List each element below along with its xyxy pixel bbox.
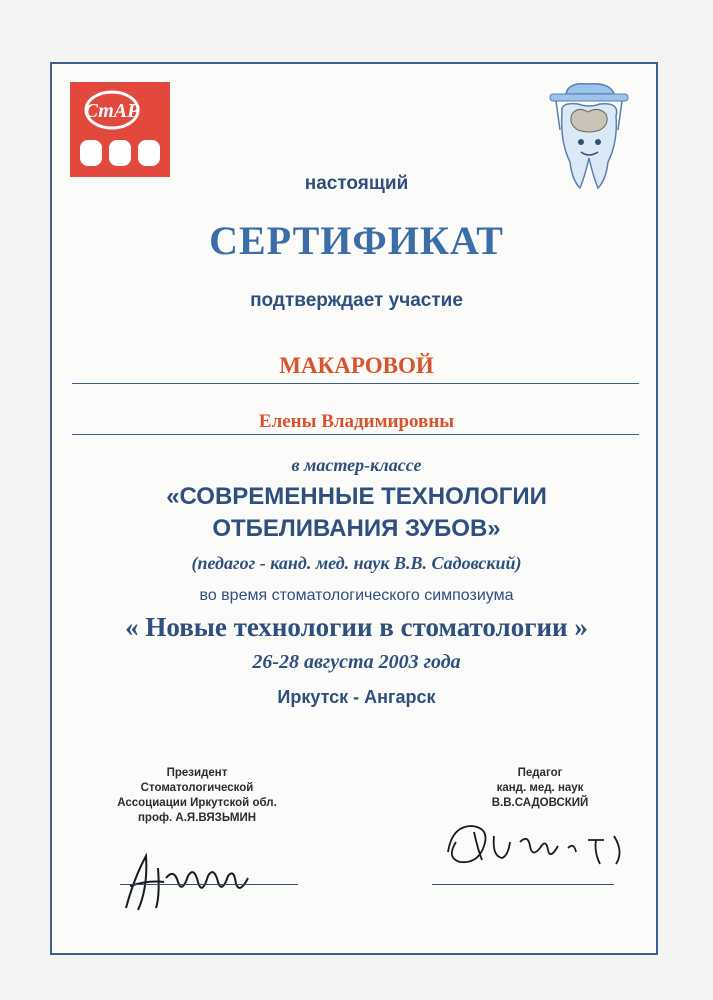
certificate-title: СЕРТИФИКАТ — [209, 218, 504, 263]
recipient-surname: МАКАРОВОЙ — [279, 353, 434, 378]
svg-text:СтАР: СтАР — [84, 100, 140, 122]
divider-line — [72, 383, 639, 384]
signatory-role: Педагог — [517, 767, 563, 779]
teacher-signatory — [425, 766, 655, 811]
signature-line — [432, 884, 614, 885]
signature-line — [120, 884, 298, 885]
association-logo — [70, 82, 170, 177]
teacher-line: (педагог - канд. мед. наук В.В. Садовский) — [191, 553, 522, 573]
event-place: Иркутск - Ангарск — [277, 687, 436, 707]
signatory-role: Президент — [166, 767, 228, 779]
course-title-line2: ОТБЕЛИВАНИЯ ЗУБОВ» — [212, 515, 501, 542]
symposium-title: « Новые технологии в стоматологии » — [125, 612, 588, 642]
president-signatory — [72, 766, 322, 826]
symposium-intro: во время стоматологического симпозиума — [199, 587, 514, 604]
confirms-participation: подтверждает участие — [250, 290, 463, 311]
divider-line — [72, 434, 639, 435]
signatory-name: проф. А.Я.ВЯЗЬМИН — [137, 812, 257, 824]
event-intro: в мастер-классе — [291, 455, 422, 475]
event-dates: 26-28 августа 2003 года — [252, 651, 461, 673]
signatory-degree: канд. мед. наук — [496, 782, 584, 794]
teacher-signature — [438, 812, 638, 882]
signatory-org: Стоматологической — [140, 782, 254, 794]
recipient-given-names: Елены Владимировны — [258, 411, 455, 432]
signatory-name: В.В.САДОВСКИЙ — [491, 797, 589, 809]
pre-title: настоящий — [304, 173, 409, 194]
course-title-line1: «СОВРЕМЕННЫЕ ТЕХНОЛОГИИ — [166, 483, 547, 510]
signatory-org: Ассоциации Иркутской обл. — [117, 797, 277, 809]
president-signature — [108, 838, 268, 918]
